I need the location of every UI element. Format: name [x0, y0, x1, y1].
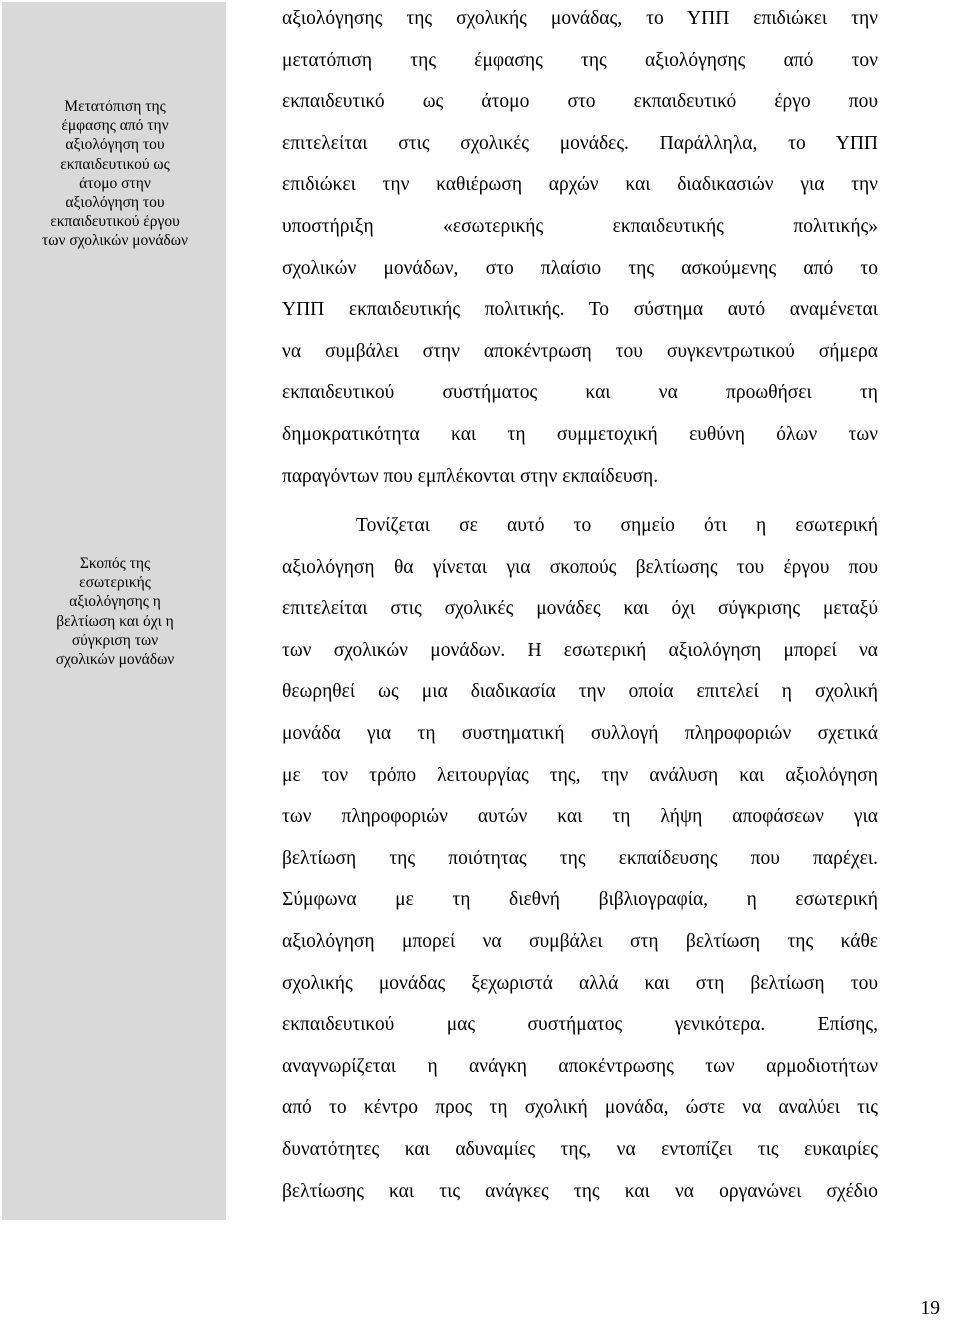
- note-line: των σχολικών μονάδων: [42, 232, 188, 250]
- text-line: Σύμφωνα με τη διεθνή βιβλιογραφία, η εσωτερική: [282, 889, 878, 911]
- text-line: αξιολόγηση θα γίνεται για σκοπούς βελτίωσης του έργου που: [282, 556, 878, 578]
- margin-note-internal-evaluation-purpose: [12, 554, 218, 669]
- text-line: αξιολόγησης της σχολικής μονάδας, το ΥΠΠ επιδιώκει την: [282, 8, 878, 29]
- text-line: αξιολόγηση μπορεί να συμβάλει στη βελτίωση της κάθε: [282, 930, 878, 952]
- text-line: βελτίωσης και τις ανάγκες της και να οργανώνει σχέδιο: [282, 1180, 878, 1202]
- note-line: Μετατόπιση της: [64, 98, 166, 115]
- text-line: δυνατότητες και αδυναμίες της, να εντοπίζει τις ευκαιρίες: [282, 1138, 878, 1160]
- text-line: μονάδα για τη συστηματική συλλογή πληροφοριών σχετικά: [282, 722, 878, 744]
- note-line: αξιολόγηση του: [65, 194, 165, 212]
- text-line: υποστήριξη «εσωτερικής εκπαιδευτικής πολιτικής»: [282, 215, 878, 237]
- body-paragraph-1: [282, 0, 878, 497]
- text-line: να συμβάλει στην αποκέντρωση του συγκεντρωτικού σήμερα: [282, 340, 878, 362]
- text-line: των σχολικών μονάδων. Η εσωτερική αξιολόγηση μπορεί να: [282, 639, 878, 661]
- text-line: των πληροφοριών αυτών και τη λήψη αποφάσεων για: [282, 806, 878, 828]
- text-line: σχολικής μονάδας ξεχωριστά αλλά και στη βελτίωση του: [282, 972, 878, 994]
- text-line: θεωρηθεί ως μια διαδικασία την οποία επιτελεί η σχολική: [282, 681, 878, 703]
- text-line: μετατόπιση της έμφασης της αξιολόγησης από τον: [282, 49, 878, 71]
- note-line: βελτίωση και όχι η: [56, 612, 174, 630]
- text-line: από το κέντρο προς τη σχολική μονάδα, ώστε να αναλύει τις: [282, 1097, 878, 1119]
- note-line: σύγκριση των: [71, 631, 159, 649]
- text-line: εκπαιδευτικό ως άτομο στο εκπαιδευτικό έργο που: [282, 91, 878, 113]
- note-line: εκπαιδευτικού ως: [60, 155, 170, 173]
- margin-note-shift-of-emphasis: [12, 97, 218, 251]
- text-line: επιδιώκει την καθιέρωση αρχών και διαδικασιών για την: [282, 174, 878, 196]
- note-line: εκπαιδευτικού έργου: [50, 213, 180, 231]
- page-number: 19: [920, 1298, 940, 1319]
- text-line: εκπαιδευτικού συστήματος και να προωθήσει τη: [282, 382, 878, 404]
- note-line: άτομο στην: [79, 174, 151, 192]
- text-line: δημοκρατικότητα και τη συμμετοχική ευθύνη όλων των: [282, 423, 878, 445]
- text-line: αναγνωρίζεται η ανάγκη αποκέντρωσης των αρμοδιοτήτων: [282, 1055, 878, 1077]
- text-line: με τον τρόπο λειτουργίας της, την ανάλυση και αξιολόγηση: [282, 764, 878, 786]
- text-line: εκπαιδευτικού μας συστήματος γενικότερα. Επίσης,: [282, 1014, 878, 1036]
- margin-notes-column: [2, 2, 226, 1220]
- body-paragraph-2: [282, 505, 878, 1212]
- note-line: Σκοπός της: [79, 555, 151, 572]
- note-line: εσωτερικής: [79, 574, 151, 592]
- text-line: βελτίωση της ποιότητας της εκπαίδευσης που παρέχει.: [282, 847, 878, 869]
- text-line: σχολικών μονάδων, στο πλαίσιο της ασκούμενης από το: [282, 257, 878, 279]
- text-line: ΥΠΠ εκπαιδευτικής πολιτικής. Το σύστημα αυτό αναμένεται: [282, 299, 878, 321]
- text-line: επιτελείται στις σχολικές μονάδες και όχι σύγκρισης μεταξύ: [282, 598, 878, 620]
- note-line: αξιολόγησης η: [69, 593, 161, 611]
- note-line: αξιολόγηση του: [65, 136, 165, 154]
- text-line: επιτελείται στις σχολικές μονάδες. Παράλληλα, το ΥΠΠ: [282, 132, 878, 154]
- text-line: παραγόντων που εμπλέκονται στην εκπαίδευση.: [282, 465, 659, 487]
- note-line: σχολικών μονάδων: [55, 651, 175, 669]
- text-line: Τονίζεται σε αυτό το σημείο ότι η εσωτερική: [356, 515, 878, 536]
- note-line: έμφασης από την: [61, 117, 169, 135]
